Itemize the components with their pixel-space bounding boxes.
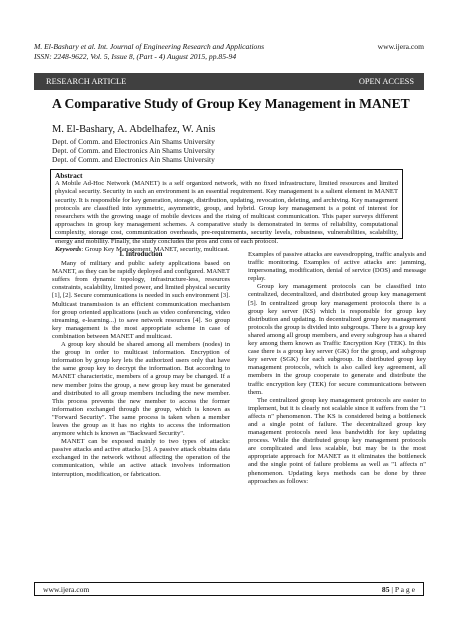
page-suffix: | P a g e bbox=[389, 585, 415, 594]
body-paragraph: Many of military and public safety applications based on MANET, as they can be rapidly deployed and configured. MANET suffers from dynamic topology, infrastructure-less, resources constraints, scalability, limited power, and limited physical security [1], [2]. Secure communications is needed in such environment [3]. Multicast transmission is an efficient communication mechanism for group oriented applications (such as video conferencing, video streaming, e-learning...) to save network resources [4]. So group key management is the most appropriate scheme in case of combination between MANET and multicast. bbox=[52, 260, 230, 340]
keywords-list: : Group Key Management, MANET, security, multicast. bbox=[81, 245, 230, 253]
article-type-band bbox=[34, 73, 424, 90]
body-paragraph: MANET can be exposed mainly to two types of attacks: passive attacks and active attacks [3]. A passive attack obtains data exchanged in the network without affecting the operation of the communication, while an active attack involves information interruption, modification, or fabrication. bbox=[52, 438, 230, 478]
body-paragraph: A group key should be shared among all members (nodes) in the group in order to multicast information. Encryption of information by group key lets the authorized users only that have the same group key to decrypt the information. But according to MANET characteristic, members of a group may be changed. If a new member joins the group, a new group key must be generated and distributed to all group members including the new member. This process prevents the new member to access the former information exchanged through the group, which is known as "Forward Security". The same process is taken when a member leaves the group as it has no rights to access the information anymore which is known as "Backward Security". bbox=[52, 341, 230, 438]
page-number-value: 85 bbox=[381, 585, 390, 594]
body-paragraph: Group key management protocols can be classified into centralized, decentralized, and distributed group key management [5]. In centralized group key management protocols there is a group key server (KS) which is responsible for group key distribution and updating. In decentralized group key management protocols the group is divided into subgroups. There is a group key shared among all group members, and every subgroup has a shared key among them known as Traffic Encryption Key (TEK). In this case there is a group key server (GK) for the group, and subgroup key server (SGK) for each subgroup. In distributed group key management protocols, which is also called key agreement, all members in the group cooperate to generate and distribute the traffic encryption key (TEK) for secure communications between them. bbox=[248, 283, 426, 396]
keywords-label: Keywords bbox=[55, 245, 82, 253]
running-header bbox=[34, 42, 424, 61]
left-column bbox=[52, 251, 230, 479]
header-site-link[interactable]: www.ijera.com bbox=[377, 42, 424, 51]
section-heading-introduction: I. Introduction bbox=[119, 251, 163, 258]
right-column bbox=[248, 251, 426, 486]
page-footer bbox=[34, 582, 424, 596]
affiliation-line: Dept. of Comm. and Electronics Ain Shams University bbox=[52, 137, 215, 146]
paper-title: A Comparative Study of Group Key Management in MANET bbox=[52, 96, 410, 111]
abstract-heading: Abstract bbox=[55, 171, 83, 180]
open-access-label: OPEN ACCESS bbox=[358, 77, 414, 86]
research-article-label: RESEARCH ARTICLE bbox=[46, 77, 127, 86]
abstract-text: A Mobile Ad-Hoc Network (MANET) is a self organized network, with no fixed infrastructure, limited resources and limited physical security. Security in such an environment is an essential requirement. Key management is a salient element in MANET security. It is responsible for key generation, storage, distribution, updating, revocation, deleting, and archiving. Key management protocols are classified into symmetric, asymmetric, group, and hybrid. Group key management is a point of interest for researchers with the growing usage of mobile devices and the rising of multicast communication. This paper surveys different approaches in group key management schemes. A comparative study is demonstrated in terms of reliability, computational complexity, storage cost, communication overheads, pre-requirements, security levels, robustness, vulnerabilities, scalability, energy and mobility. Finally, the study concludes the pros and cons of each protocol. bbox=[55, 180, 398, 245]
affiliation-line: Dept. of Comm. and Electronics Ain Shams University bbox=[52, 146, 215, 156]
footer-site-link[interactable]: www.ijera.com bbox=[43, 585, 90, 594]
journal-citation: M. El-Bashary et al. Int. Journal of Engineering Research and Applications bbox=[34, 42, 265, 51]
body-paragraph: Examples of passive attacks are eavesdropping, traffic analysis and traffic monitoring. Examples of active attacks are: jamming, impersonating, modification, denial of service (DOS) and message replay. bbox=[248, 251, 426, 283]
body-paragraph: The centralized group key management protocols are easier to implement, but it is clearly not scalable since it suffers from the "1 affects n" phenomenon. The KS is considered being a bottleneck and a single point of failure. The decentralized group key management protocols need less bandwidth for key updating process. While the distributed group key management protocols are complicated and less scalable, but may be is the most appropriate approach for MANET as it eliminates the bottleneck and the single point of failure problems as well as "1 affects n" phenomenon. Updating keys methods can be done by three approaches as follows: bbox=[248, 396, 426, 485]
affiliation-line: Dept. of Comm. and Electronics Ain Shams University bbox=[52, 155, 215, 165]
journal-issn: ISSN: 2248-9622, Vol. 5, Issue 8, (Part - 4) August 2015, pp.85-94 bbox=[34, 51, 237, 61]
affiliations bbox=[52, 137, 215, 165]
abstract-box bbox=[50, 169, 403, 253]
paper-authors: M. El-Bashary, A. Abdelhafez, W. Anis bbox=[52, 124, 216, 135]
page-number bbox=[382, 583, 415, 596]
